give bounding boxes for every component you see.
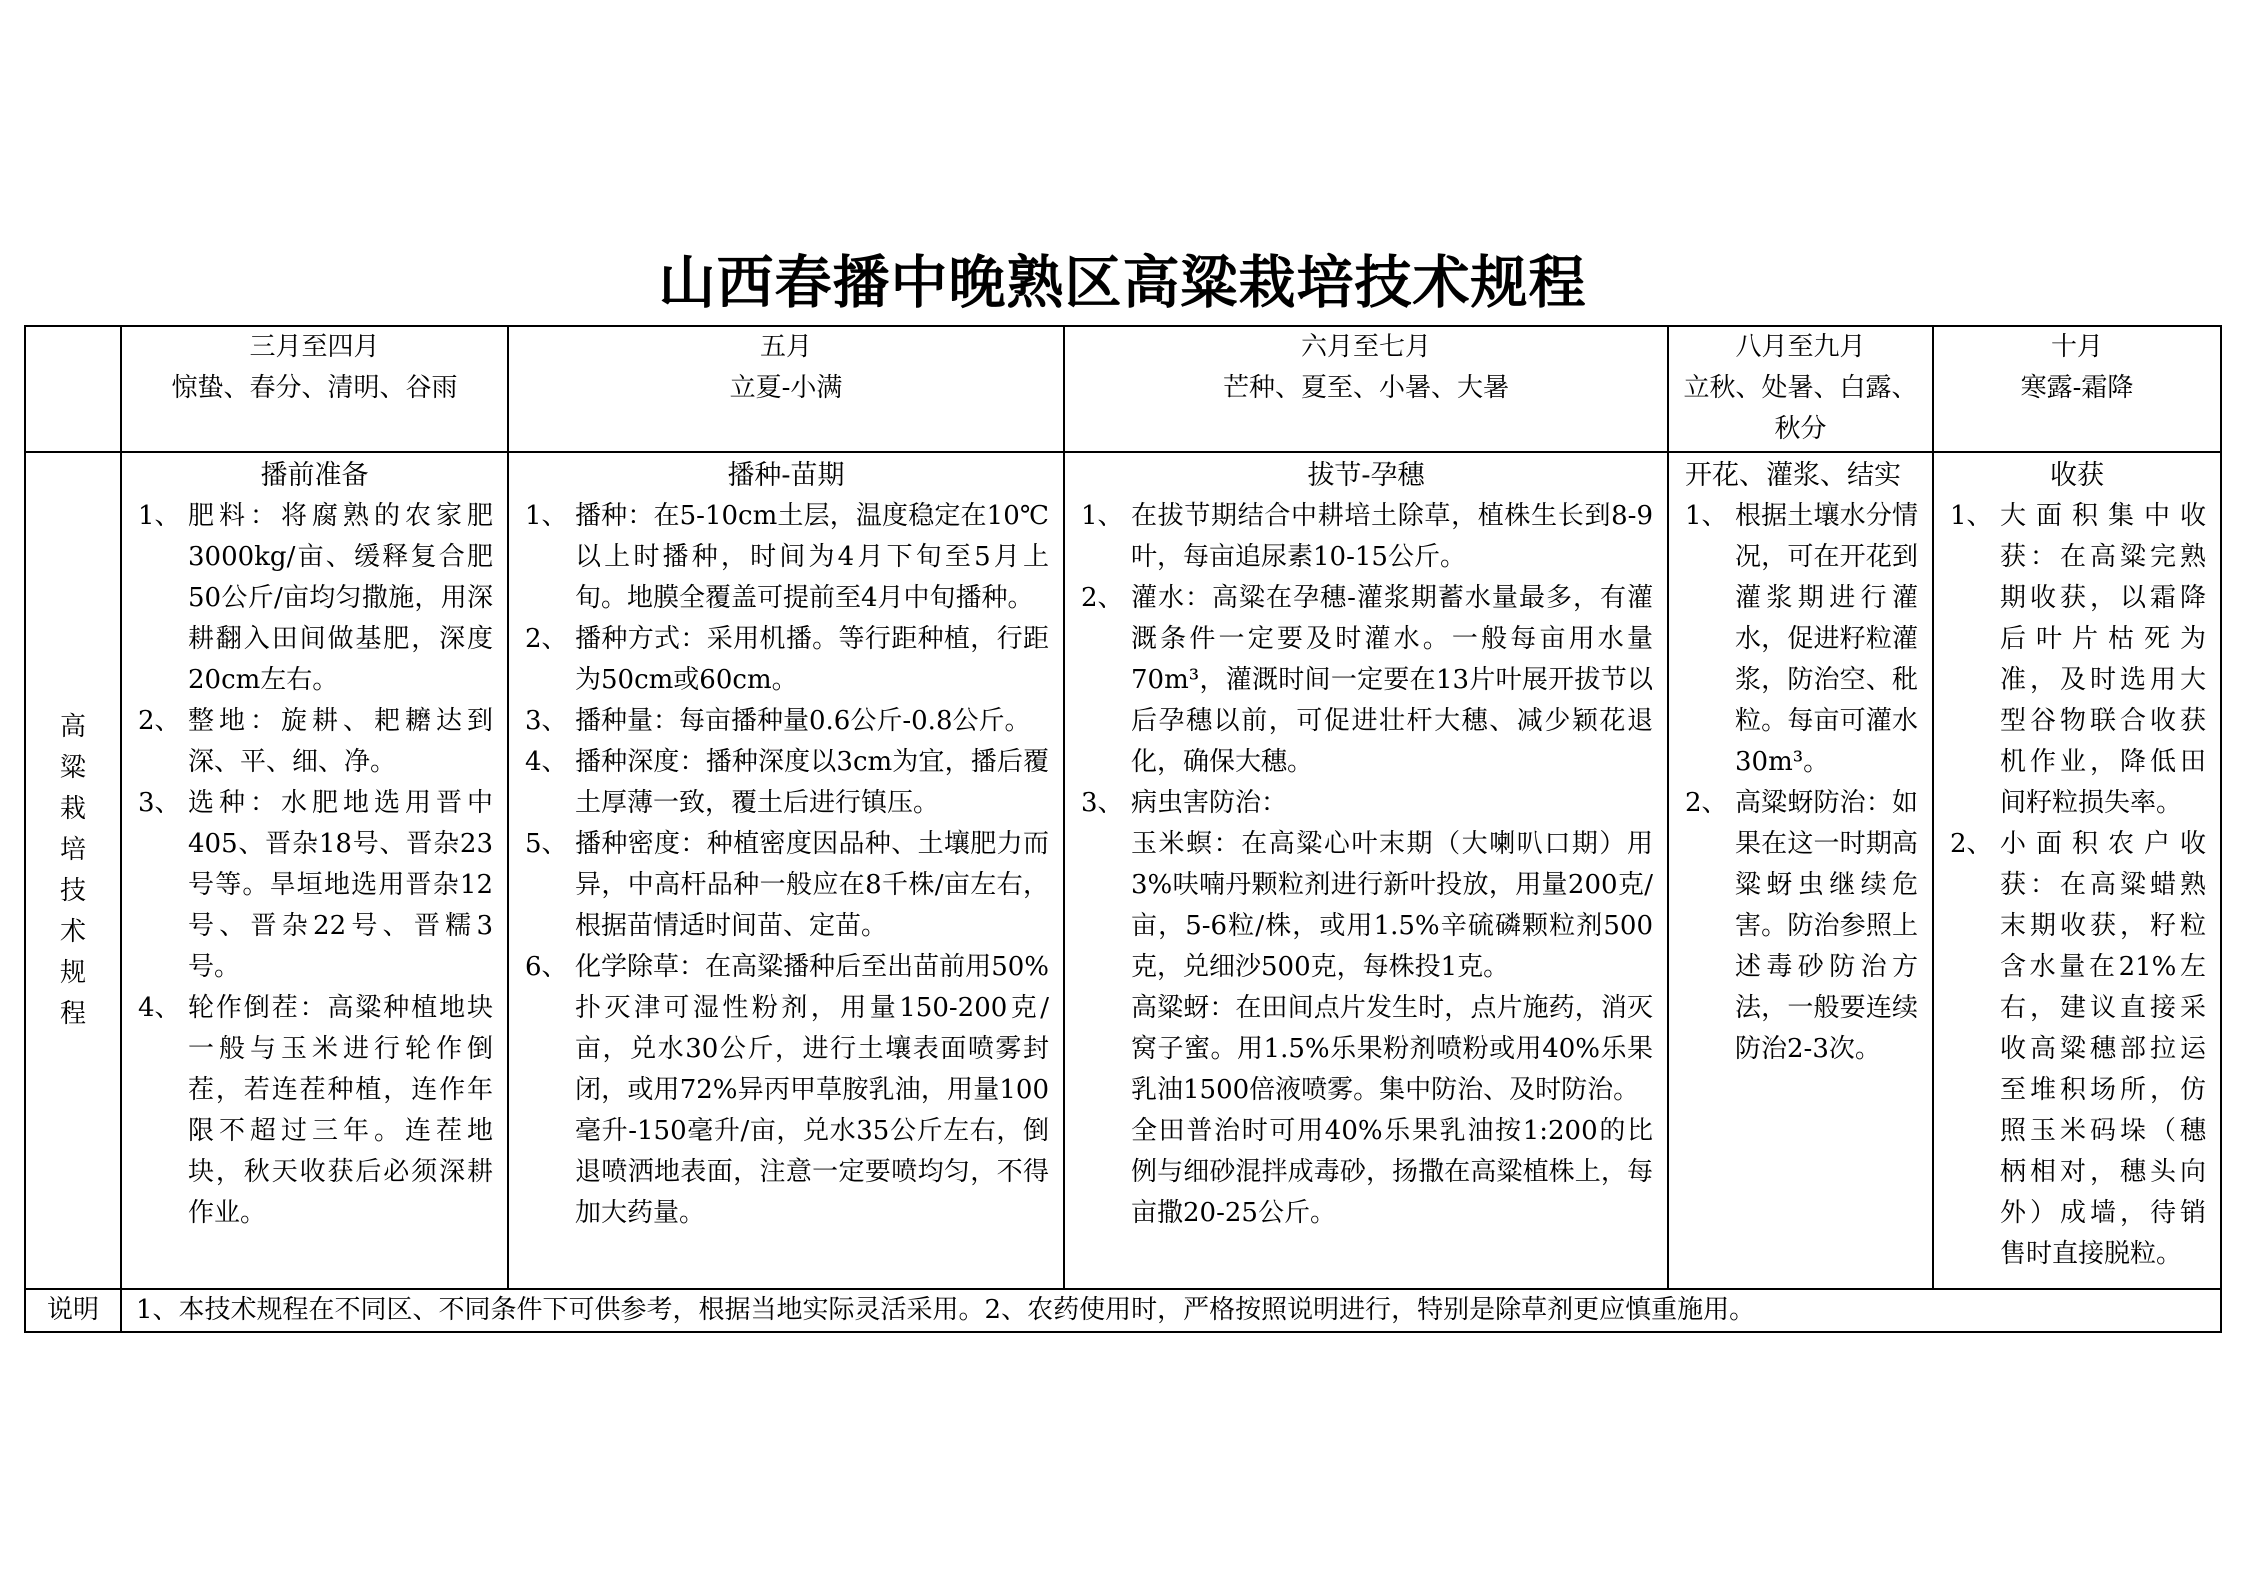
item-paragraph: 病虫害防治： <box>1131 788 1288 818</box>
list-item <box>525 496 1049 619</box>
item-number: 4、 <box>525 747 568 777</box>
item-number: 1、 <box>1081 501 1124 531</box>
row-label-char: 栽 <box>59 793 86 824</box>
period-label: 八月至九月 <box>1735 332 1866 362</box>
row-label-char: 培 <box>59 834 86 865</box>
list-item <box>1081 578 1653 783</box>
row-label <box>25 452 121 1289</box>
item-list <box>1934 496 2220 1275</box>
row-label-char: 技 <box>59 875 86 906</box>
list-item <box>1685 496 1918 783</box>
note-row <box>25 1289 2221 1332</box>
item-text <box>188 496 493 701</box>
item-paragraph: 大面积集中收获：在高粱完熟期收获，以霜降后叶片枯死为准，及时选用大型谷物联合收获机作业，降低田间籽粒损失率。 <box>2000 501 2206 818</box>
period-label: 十月 <box>2050 332 2103 362</box>
item-text <box>1735 496 1918 783</box>
item-number: 2、 <box>1081 583 1124 613</box>
stage-title: 收获 <box>2050 460 2104 491</box>
item-number: 1、 <box>1950 501 1993 531</box>
item-number: 1、 <box>138 501 181 531</box>
list-item <box>138 496 493 701</box>
item-number: 1、 <box>525 501 568 531</box>
item-text <box>2000 824 2206 1275</box>
header-cell <box>1668 326 1933 452</box>
item-paragraph: 播种密度：种植密度因品种、土壤肥力而异，中高杆品种一般应在8千株/亩左右，根据苗情适时间苗、定苗。 <box>575 829 1049 941</box>
header-cell <box>121 326 508 452</box>
item-text <box>575 742 1049 824</box>
list-item <box>1685 783 1918 1070</box>
row-label-char: 粱 <box>59 752 86 783</box>
item-list <box>1065 496 1667 1234</box>
row-label-char: 术 <box>59 916 86 947</box>
item-text <box>575 701 1049 742</box>
item-number: 4、 <box>138 993 181 1023</box>
stage-cell <box>508 452 1064 1289</box>
item-text <box>1131 496 1653 578</box>
corner-cell <box>25 326 121 452</box>
list-item <box>138 783 493 988</box>
stage-title: 播前准备 <box>260 460 369 491</box>
item-paragraph: 高粱蚜：在田间点片发生时，点片施药，消灭窝子蜜。用1.5%乐果粉剂喷粉或用40%乐果乳油1500倍液喷雾。集中防治、及时防治。 <box>1131 993 1653 1105</box>
item-list <box>509 496 1063 1234</box>
page-title: 山西春播中晚熟区高粱栽培技术规程 <box>658 250 1587 316</box>
item-paragraph: 选种：水肥地选用晋中405、晋杂18号、晋杂23号等。旱垣地选用晋杂12号、晋杂22号、晋糯3号。 <box>188 788 493 982</box>
item-number: 1、 <box>1685 501 1728 531</box>
row-label-char: 规 <box>59 957 86 988</box>
item-paragraph: 化学除草：在高粱播种后至出苗前用50%扑灭津可湿性粉剂，用量150-200克/亩，兑水30公斤，进行土壤表面喷雾封闭，或用72%异丙甲草胺乳油，用量100毫升-150毫升/亩，兑水35公斤左右，倒退喷洒地表面，注意一定要喷均匀，不得加大药量。 <box>575 952 1049 1228</box>
header-cell <box>508 326 1064 452</box>
list-item <box>1950 824 2206 1275</box>
item-number: 3、 <box>1081 788 1124 818</box>
note-label: 说明 <box>25 1289 121 1332</box>
item-paragraph: 玉米螟：在高粱心叶末期（大喇叭口期）用3%呋喃丹颗粒剂进行新叶投放，用量200克/亩，5-6粒/株，或用1.5%辛硫磷颗粒剂500克，兑细沙500克，每株投1克。 <box>1131 829 1653 982</box>
item-paragraph: 在拔节期结合中耕培土除草，植株生长到8-9叶，每亩追尿素10-15公斤。 <box>1131 501 1653 572</box>
item-number: 3、 <box>525 706 568 736</box>
list-item <box>138 701 493 783</box>
item-paragraph: 全田普治时可用40%乐果乳油按1:200的比例与细砂混拌成毒砂，扬撒在高粱植株上，每亩撒20-25公斤。 <box>1131 1116 1653 1228</box>
item-number: 2、 <box>138 706 181 736</box>
content-row <box>25 452 2221 1289</box>
list-item <box>138 988 493 1234</box>
list-item <box>525 701 1049 742</box>
solar-terms-label: 寒露-霜降 <box>2020 373 2134 403</box>
item-number: 5、 <box>525 829 568 859</box>
item-number: 2、 <box>1950 829 1993 859</box>
item-text <box>1735 783 1918 1070</box>
list-item <box>525 947 1049 1234</box>
stage-title: 播种-苗期 <box>727 460 845 491</box>
item-list <box>1669 496 1932 1070</box>
solar-terms-label: 立秋、处暑、白露、秋分 <box>1683 373 1918 444</box>
list-item <box>525 619 1049 701</box>
item-text <box>188 988 493 1234</box>
item-number: 2、 <box>1685 788 1728 818</box>
item-paragraph: 根据土壤水分情况，可在开花到灌浆期进行灌水，促进籽粒灌浆，防治空、秕粒。每亩可灌水30m³。 <box>1735 501 1918 777</box>
list-item <box>1081 496 1653 578</box>
item-text <box>575 496 1049 619</box>
item-text <box>188 783 493 988</box>
header-cell <box>1933 326 2221 452</box>
stage-cell <box>121 452 508 1289</box>
item-text <box>188 701 493 783</box>
schedule-table <box>24 325 2222 1333</box>
item-number: 6、 <box>525 952 568 982</box>
period-label: 三月至四月 <box>249 332 380 362</box>
item-paragraph: 肥料：将腐熟的农家肥3000kg/亩、缓释复合肥50公斤/亩均匀撒施，用深耕翻入田间做基肥，深度20cm左右。 <box>188 501 493 695</box>
stage-cell <box>1064 452 1668 1289</box>
period-label: 五月 <box>759 332 812 362</box>
list-item <box>1081 783 1653 1234</box>
period-label: 六月至七月 <box>1300 332 1431 362</box>
item-text <box>1131 578 1653 783</box>
note-text: 1、本技术规程在不同区、不同条件下可供参考，根据当地实际灵活采用。2、农药使用时，严格按照说明进行，特别是除草剂更应慎重施用。 <box>121 1289 2221 1332</box>
row-label-char: 程 <box>59 998 86 1029</box>
item-number: 2、 <box>525 624 568 654</box>
item-text <box>575 824 1049 947</box>
list-item <box>525 824 1049 947</box>
item-text <box>2000 496 2206 824</box>
item-paragraph: 高粱蚜防治：如果在这一时期高粱蚜虫继续危害。防治参照上述毒砂防治方法，一般要连续防治2-3次。 <box>1735 788 1918 1064</box>
item-number: 3、 <box>138 788 181 818</box>
solar-terms-label: 惊蛰、春分、清明、谷雨 <box>171 373 458 403</box>
header-cell <box>1064 326 1668 452</box>
item-paragraph: 播种量：每亩播种量0.6公斤-0.8公斤。 <box>575 706 1031 736</box>
row-label-char: 高 <box>59 711 86 742</box>
header-row <box>25 326 2221 452</box>
solar-terms-label: 立夏-小满 <box>729 373 843 403</box>
item-paragraph: 整地：旋耕、耙耱达到深、平、细、净。 <box>188 706 493 777</box>
item-paragraph: 播种方式：采用机播。等行距种植，行距为50cm或60cm。 <box>575 624 1049 695</box>
list-item <box>1950 496 2206 824</box>
item-text <box>1131 783 1653 1234</box>
stage-cell <box>1668 452 1933 1289</box>
item-list <box>122 496 507 1234</box>
item-paragraph: 小面积农户收获：在高粱蜡熟末期收获，籽粒含水量在21%左右，建议直接采收高粱穗部拉运至堆积场所，仿照玉米码垛（穗柄相对，穗头向外）成墙，待销售时直接脱粒。 <box>2000 829 2206 1269</box>
item-paragraph: 轮作倒茬：高粱种植地块一般与玉米进行轮作倒茬，若连茬种植，连作年限不超过三年。连茬地块，秋天收获后必须深耕作业。 <box>188 993 493 1228</box>
item-paragraph: 播种深度：播种深度以3cm为宜，播后覆土厚薄一致，覆土后进行镇压。 <box>575 747 1049 818</box>
solar-terms-label: 芒种、夏至、小暑、大暑 <box>1222 373 1509 403</box>
stage-title: 拔节-孕穗 <box>1307 460 1425 491</box>
stage-cell <box>1933 452 2221 1289</box>
item-paragraph: 灌水：高粱在孕穗-灌浆期蓄水量最多，有灌溉条件一定要及时灌水。一般每亩用水量70m³，灌溉时间一定要在13片叶展开拔节以后孕穗以前，可促进壮杆大穗、减少颖花退化，确保大穗。 <box>1131 583 1653 777</box>
item-paragraph: 播种：在5-10cm土层，温度稳定在10℃以上时播种，时间为4月下旬至5月上旬。地膜全覆盖可提前至4月中旬播种。 <box>575 501 1049 613</box>
item-text <box>575 947 1049 1234</box>
item-text <box>575 619 1049 701</box>
stage-title: 开花、灌浆、结实 <box>1685 460 1901 491</box>
list-item <box>525 742 1049 824</box>
